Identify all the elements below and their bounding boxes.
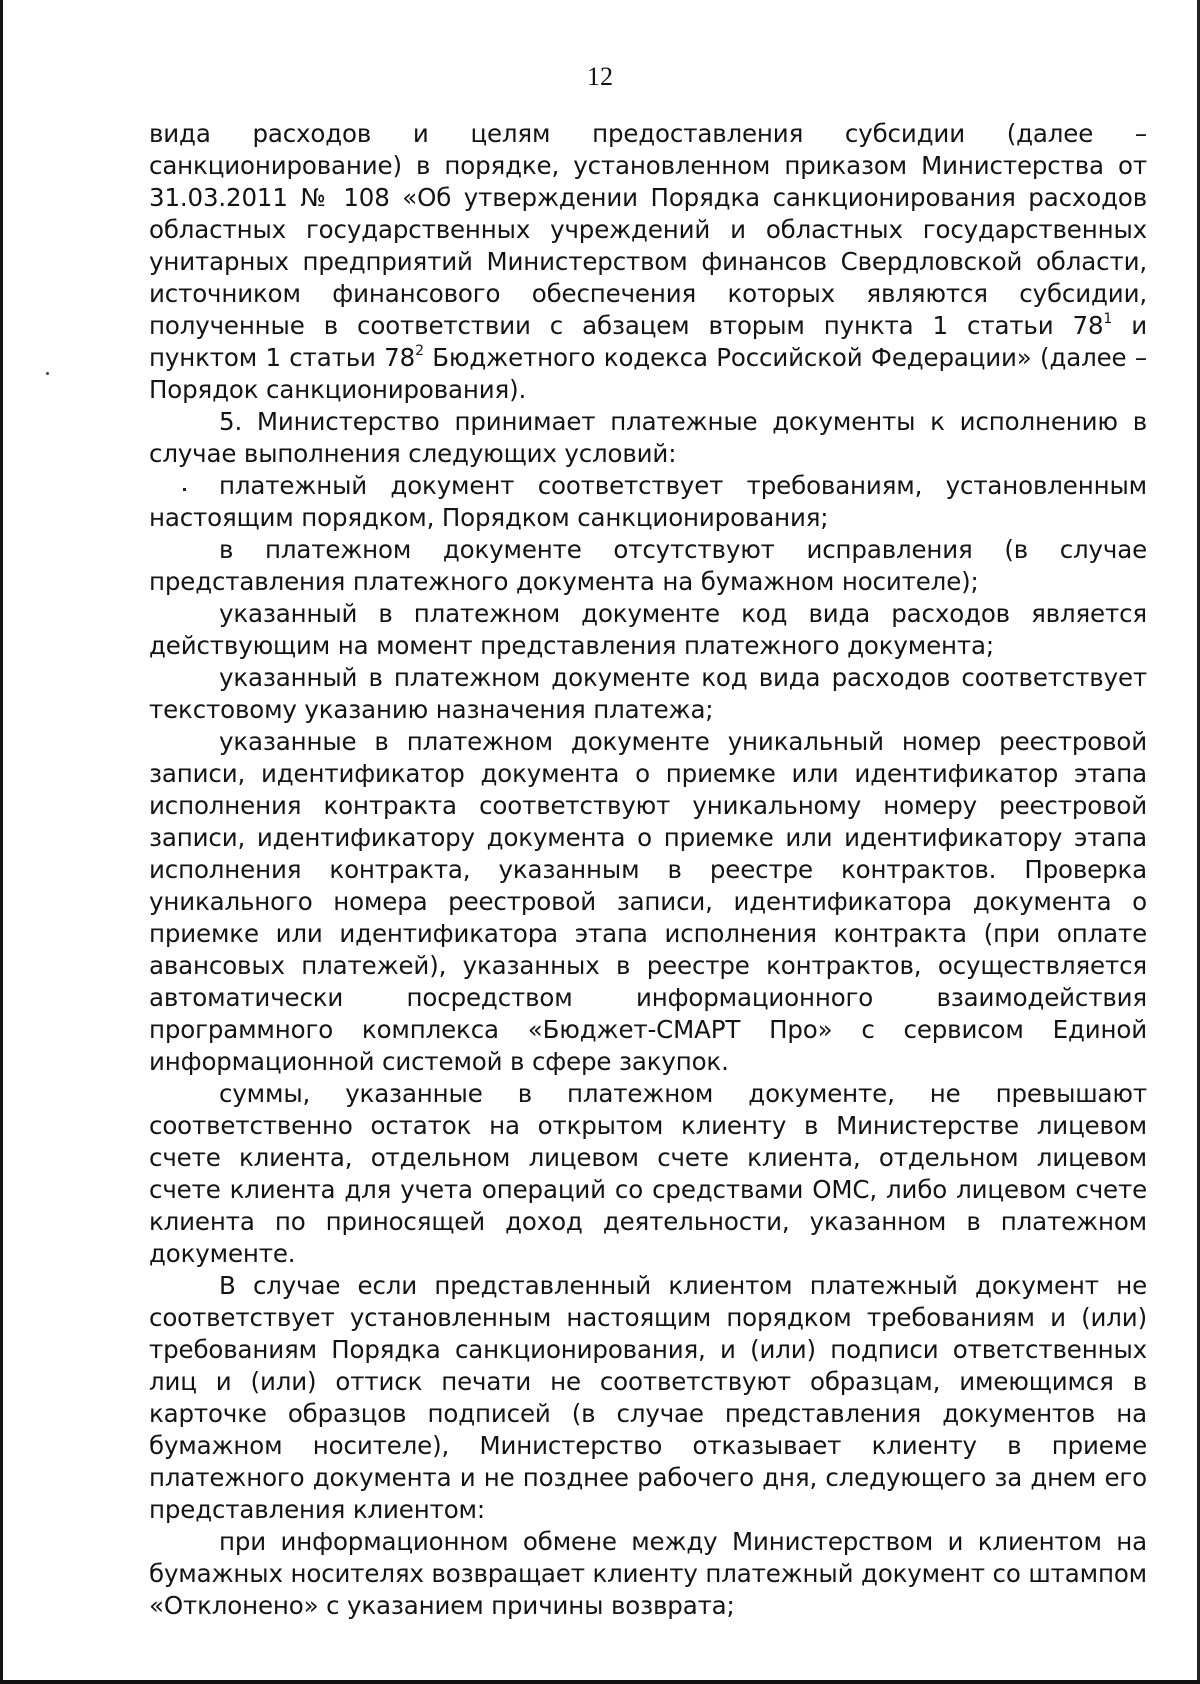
- scan-bottom-edge: [0, 1680, 1200, 1684]
- footnote-superscript-1: 1: [1103, 310, 1113, 327]
- paragraph-1-text: вида расходов и целям предоставления субсидии (далее – санкционирование) в порядке, установленном приказом Министерства от 31.03.2011 № 108 «Об утверждении Порядка санкционирования расходов областных государственных учреждений и областных государственных унитарных предприятий Министерством финансов Свердловской области, источником финансового обеспечения которых являются субсидии, полученные в соответствии с абзацем вторым пункта 1 статьи 78: [149, 119, 1147, 340]
- paragraph-4: в платежном документе отсутствуют исправления (в случае представления платежного документа на бумажном носителе);: [149, 535, 1147, 596]
- scan-speck: [46, 372, 49, 375]
- paragraph-9: В случае если представленный клиентом платежный документ не соответствует установленным настоящим порядком требованиям и (или) требованиям Порядка санкционирования, и (или) подписи ответственных лиц и (или) оттиск печати не соответствуют образцам, имеющимся в карточке образцов подписей (в случае представления документов на бумажном носителе), Министерство отказывает клиенту в приеме платежного документа и не позднее рабочего дня, следующего за днем его представления клиентом:: [149, 1271, 1147, 1524]
- paragraph-1-text-3: Бюджетного кодекса Российской Федерации» (далее – Порядок санкционирования).: [149, 343, 1147, 404]
- paragraph-5: указанный в платежном документе код вида расходов является действующим на момент представления платежного документа;: [149, 599, 1147, 660]
- page-number-text: 12: [587, 62, 613, 91]
- paragraph-10: при информационном обмене между Министерством и клиентом на бумажных носителях возвращает клиенту платежный документ со штампом «Отклонено» с указанием причины возврата;: [149, 1527, 1147, 1620]
- page-number: [0, 62, 1200, 92]
- document-body: [149, 118, 1147, 1622]
- paragraph-1-text-2: и пунктом 1 статьи 78: [149, 311, 1147, 372]
- footnote-superscript-2: 2: [415, 342, 424, 359]
- paragraph-7: указанные в платежном документе уникальный номер реестровой записи, идентификатор документа о приемке или идентификатор этапа исполнения контракта соответствуют уникальному номеру реестровой записи, идентификатору документа о приемке или идентификатору этапа исполнения контракта, указанным в реестре контрактов. Проверка уникального номера реестровой записи, идентификатора документа о приемке или идентификатора этапа исполнения контракта (при оплате авансовых платежей), указанных в реестре контрактов, осуществляется автоматически посредством информационного взаимодействия программного комплекса «Бюджет-СМАРТ Про» с сервисом Единой информационной системой в сфере закупок.: [149, 727, 1147, 1076]
- scan-left-edge: [0, 0, 3, 1684]
- paragraph-8: суммы, указанные в платежном документе, не превышают соответственно остаток на открытом клиенту в Министерстве лицевом счете клиента, отдельном лицевом счете клиента, отдельном лицевом счете клиента для учета операций со средствами ОМС, либо лицевом счете клиента по приносящей доход деятельности, указанном в платежном документе.: [149, 1079, 1147, 1268]
- paragraph-1: [149, 118, 1147, 406]
- paragraph-3: платежный документ соответствует требованиям, установленным настоящим порядком, Порядком санкционирования;: [149, 471, 1147, 532]
- paragraph-2: 5. Министерство принимает платежные документы к исполнению в случае выполнения следующих условий:: [149, 407, 1147, 468]
- paragraph-6: указанный в платежном документе код вида расходов соответствует текстовому указанию назначения платежа;: [149, 663, 1147, 724]
